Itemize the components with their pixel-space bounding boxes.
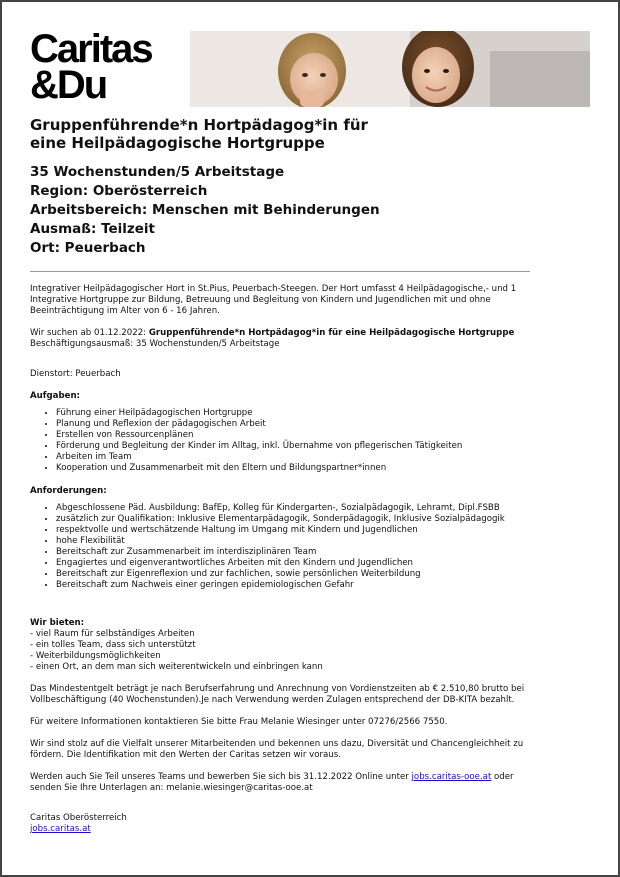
- search-position: Gruppenführende*n Hortpädagog*in für eine Heilpädagogische Hortgruppe: [148, 328, 515, 338]
- list-item: • Erstellen von Ressourcenplänen: [56, 430, 530, 441]
- job-title-line-1: Gruppenführende*n Hortpädagog*in für: [30, 116, 368, 134]
- list-item: • Planung und Reflexion der pädagogischen Arbeit: [56, 419, 530, 430]
- children-photo-icon: [190, 31, 590, 107]
- location-text: Dienstort: Peuerbach: [30, 369, 121, 379]
- fact-region: Region: Oberösterreich: [30, 183, 208, 199]
- diversity-paragraph: Wir sind stolz auf die Vielfalt unserer Mitarbeitenden und bekennen uns dazu, Diversität und Chancengleichheit zu fördern. Die Identifikation mit den Werten der Caritas setzen wir voraus.: [30, 739, 524, 760]
- list-item: • Arbeiten im Team: [56, 452, 530, 463]
- divider: [30, 271, 530, 272]
- list-item: • Engagiertes und eigenverantwortliches Arbeiten mit den Kindern und Jugendlichen: [56, 558, 530, 569]
- fact-location: Ort: Peuerbach: [30, 240, 146, 256]
- list-item: • zusätzlich zur Qualifikation: Inklusive Elementarpädagogik, Sonderpädagogik, Inklusive Sozialpädagogik: [56, 514, 530, 525]
- requirements-list: [30, 503, 530, 591]
- requirements-heading: Anforderungen:: [30, 486, 107, 496]
- offer-item: - ein tolles Team, dass sich unterstützt: [30, 640, 196, 650]
- list-item: • Bereitschaft zum Nachweis einer geringen epidemiologischen Gefahr: [56, 580, 530, 591]
- logo-line-2: &Du: [30, 63, 107, 107]
- logo-line-1: Caritas: [30, 27, 152, 71]
- apply-middle: oder senden Sie Ihre Unterlagen an: melanie.wiesinger@caritas-ooe.at: [30, 772, 514, 793]
- caritas-logo: [30, 27, 180, 107]
- footer-link[interactable]: jobs.caritas.at: [30, 824, 91, 834]
- intro-paragraph: Integrativer Heilpädagogischer Hort in St.Pius, Peuerbach-Steegen. Der Hort umfasst 4 Heilpädagogische,- und 1 Integrative Hortgruppe zur Bildung, Betreuung und Begleitung von Kindern und Jugendlichen mit und ohne Beeinträchtigung im Alter von 6 - 16 Jahren.: [30, 284, 517, 316]
- offer-item: - einen Ort, an dem man sich weiterentwickeln und einbringen kann: [30, 662, 323, 672]
- header-photo: [190, 31, 590, 107]
- contact-paragraph: Für weitere Informationen kontaktieren Sie bitte Frau Melanie Wiesinger unter 07276/2566 7550.: [30, 717, 448, 727]
- list-item: • Kooperation und Zusammenarbeit mit den Eltern und Bildungspartner*innen: [56, 463, 530, 474]
- footer-org: Caritas Oberösterreich: [30, 813, 127, 823]
- list-item: • Abgeschlossene Päd. Ausbildung: BafEp, Kolleg für Kindergarten-, Sozialpädagogik, Lehramt, Dipl.FSBB: [56, 503, 530, 514]
- offer-item: - viel Raum für selbständiges Arbeiten: [30, 629, 195, 639]
- posting-body: [30, 284, 530, 835]
- list-item: • hohe Flexibilität: [56, 536, 530, 547]
- list-item: • Bereitschaft zur Zusammenarbeit im interdisziplinären Team: [56, 547, 530, 558]
- job-facts: [30, 163, 550, 258]
- salary-paragraph: Das Mindestentgelt beträgt je nach Berufserfahrung und Anrechnung von Vordienstzeiten ab € 2.510,80 brutto bei Vollbeschäftigung (40 Wochenstunden).Je nach Verwendung werden Zulagen entsprechend der DB-KITA bezahlt.: [30, 684, 525, 705]
- search-paragraph: [30, 328, 530, 350]
- job-title: [30, 116, 550, 152]
- fact-extent: Ausmaß: Teilzeit: [30, 221, 156, 237]
- search-prefix: Wir suchen ab 01.12.2022:: [30, 328, 149, 338]
- tasks-heading: Aufgaben:: [30, 391, 80, 401]
- job-title-line-2: eine Heilpädagogische Hortgruppe: [30, 134, 325, 152]
- list-item: • Förderung und Begleitung der Kinder im Alltag, inkl. Übernahme von pflegerischen Tätigkeiten: [56, 441, 530, 452]
- fact-area: Arbeitsbereich: Menschen mit Behinderungen: [30, 202, 380, 218]
- fact-hours: 35 Wochenstunden/5 Arbeitstage: [30, 164, 285, 180]
- search-extent: Beschäftigungsausmaß: 35 Wochenstunden/5 Arbeitstage: [30, 339, 280, 349]
- offer-heading: Wir bieten:: [30, 618, 85, 628]
- apply-paragraph: [30, 772, 530, 794]
- list-item: • respektvolle und wertschätzende Haltung im Umgang mit Kindern und Jugendlichen: [56, 525, 530, 536]
- list-item: • Bereitschaft zur Eigenreflexion und zur fachlichen, sowie persönlichen Weiterbildung: [56, 569, 530, 580]
- jobs-link[interactable]: jobs.caritas-ooe.at: [411, 772, 492, 782]
- apply-prefix: Werden auch Sie Teil unseres Teams und bewerben Sie sich bis 31.12.2022 Online unter: [30, 772, 412, 782]
- tasks-list: [30, 408, 530, 474]
- list-item: • Führung einer Heilpädagogischen Hortgruppe: [56, 408, 530, 419]
- offer-item: - Weiterbildungsmöglichkeiten: [30, 651, 161, 661]
